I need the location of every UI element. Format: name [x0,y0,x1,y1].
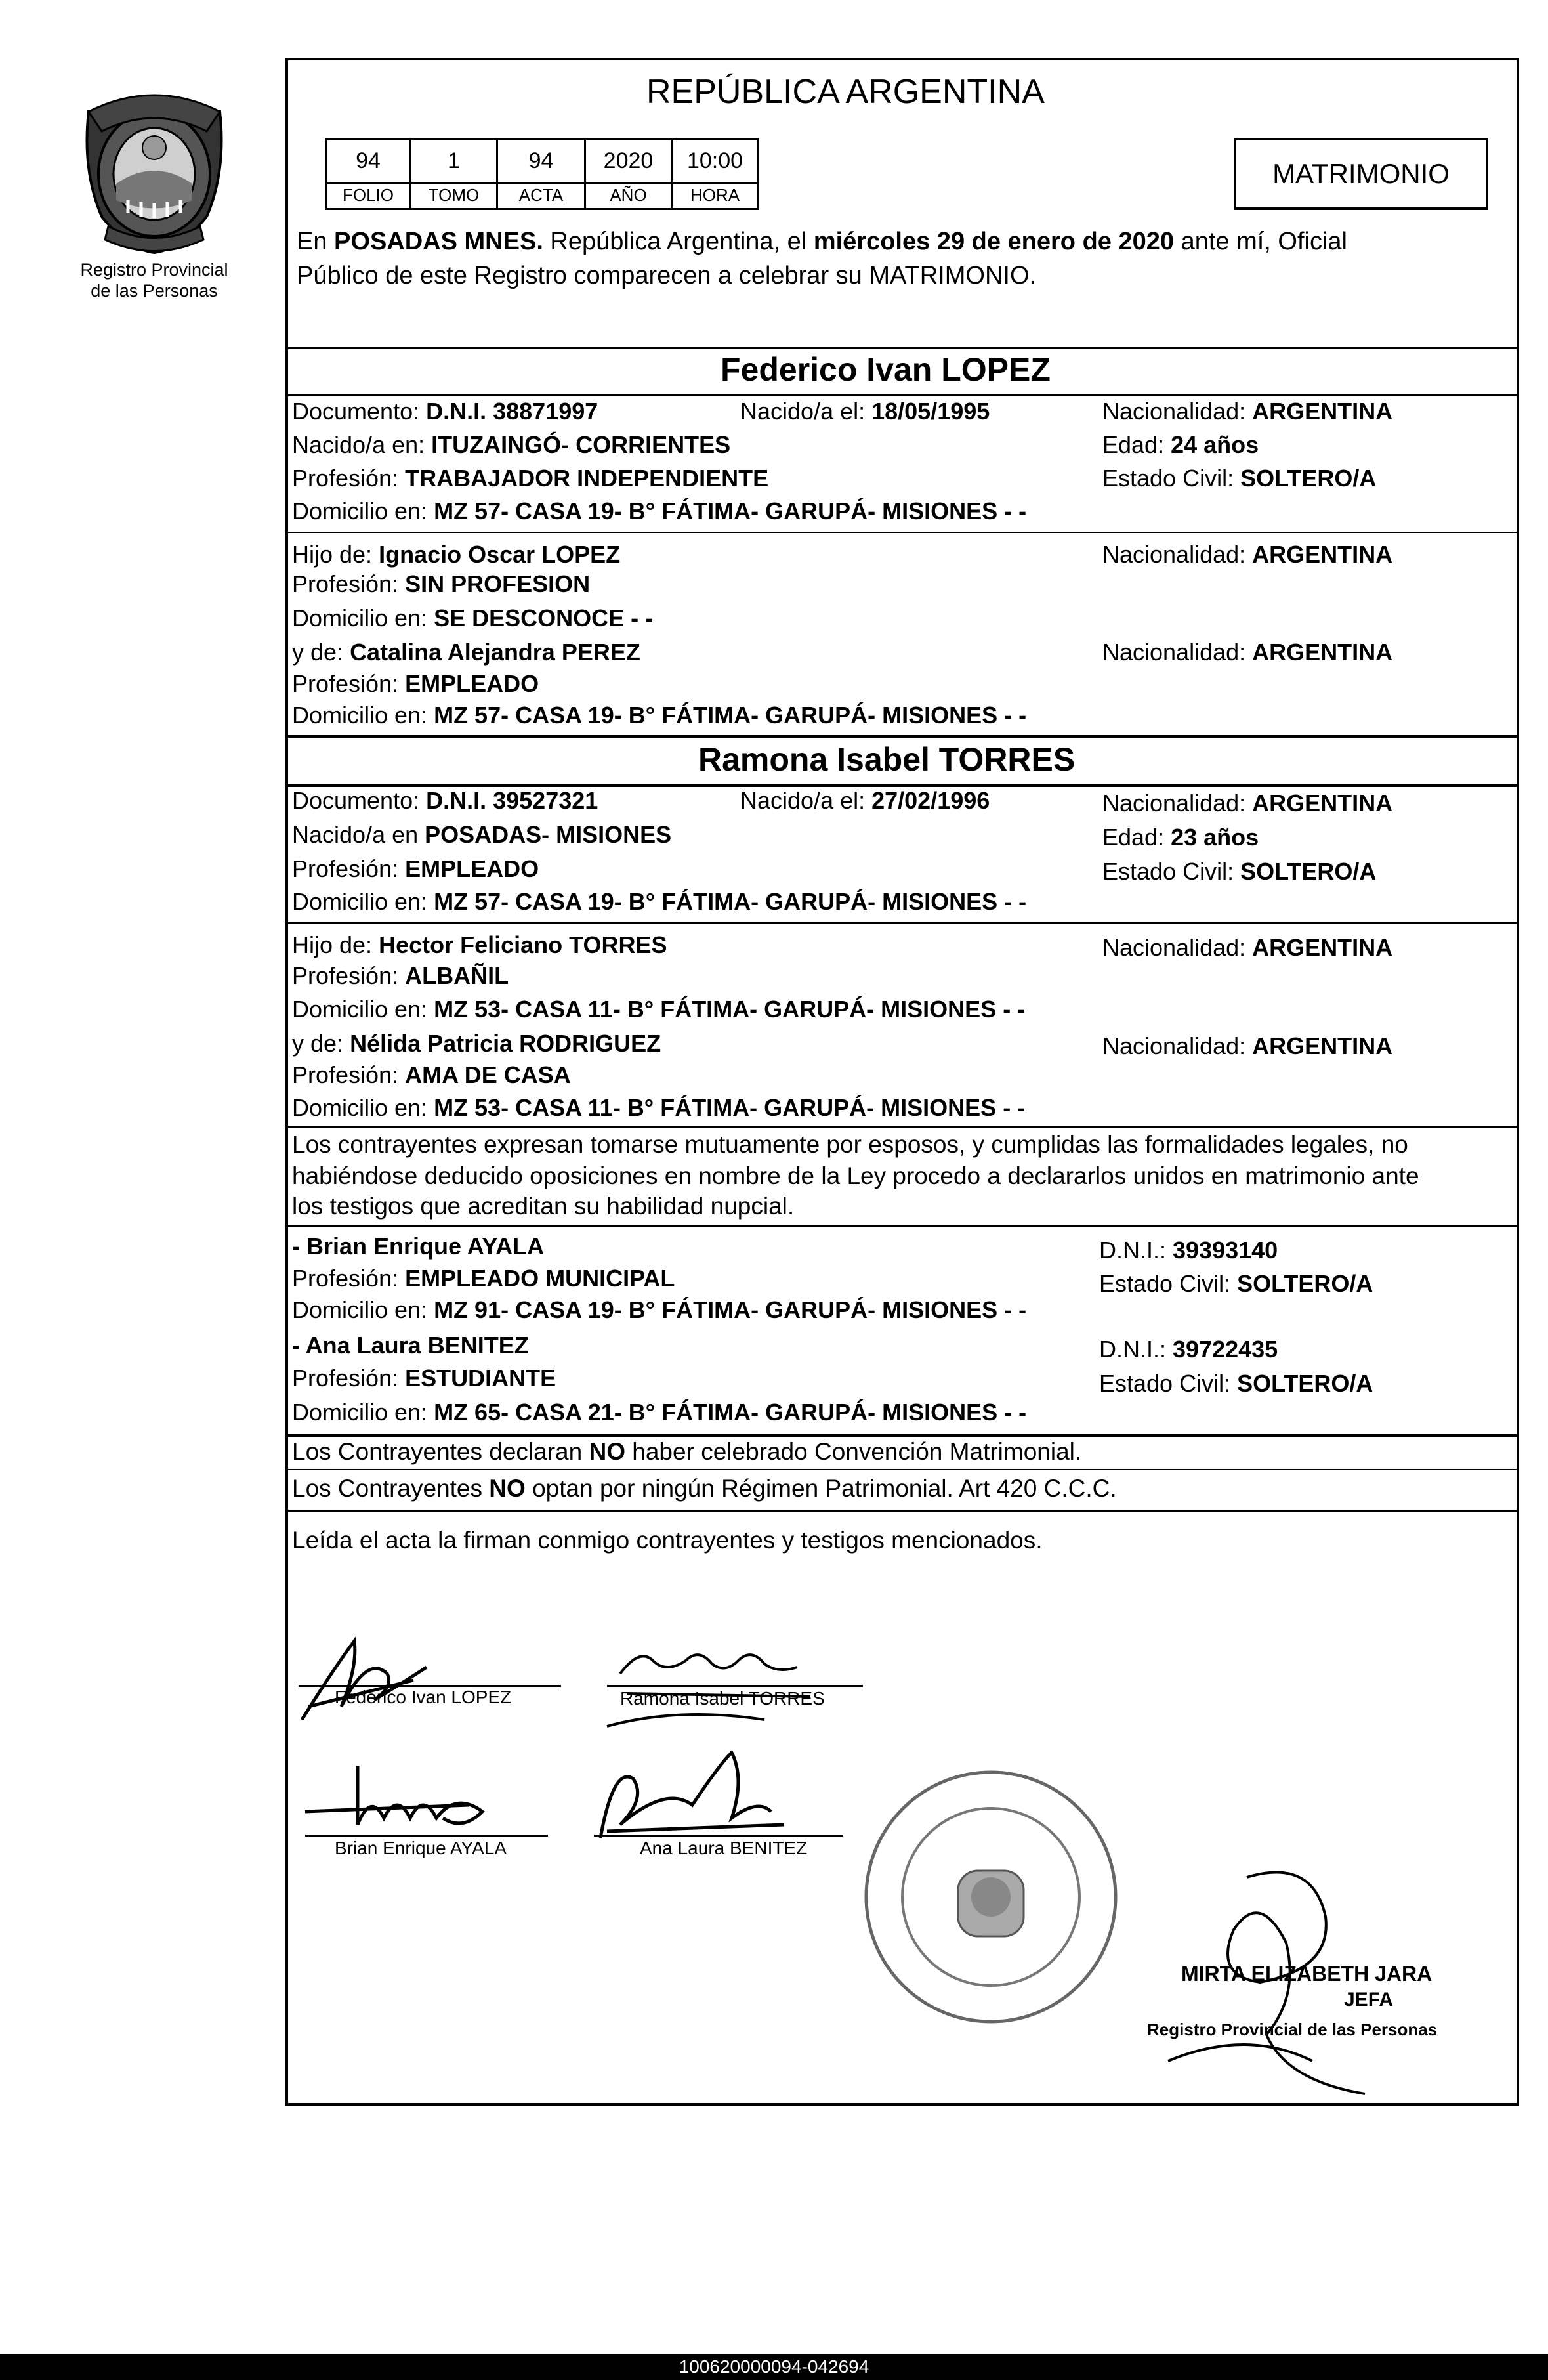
text: optan por ningún Régimen Patrimonial. Art 420 C.C.C. [525,1475,1117,1502]
spouse1-mother-profession [292,669,539,698]
acta-value: 94 [498,138,586,184]
witness1-name [292,1232,544,1261]
spouse1-mother [292,638,640,667]
value: SOLTERO/A [1237,1370,1373,1397]
label: Nacido/a en: [292,431,432,458]
signature-line [305,1835,548,1837]
value: SIN PROFESION [405,570,591,597]
spouse2-age-value: 23 años [1171,824,1259,851]
field-hora [673,138,759,210]
registry-name-line2: de las Personas [91,281,218,301]
value: SOLTERO/A [1237,1270,1373,1297]
document-type-box [1234,138,1488,210]
value: EMPLEADO [405,670,539,697]
value: ARGENTINA [1252,934,1393,961]
spouse2-born [740,786,990,815]
spouse1-nationality [1102,397,1392,426]
folio-label: FOLIO [325,184,411,210]
official-office: Registro Provincial de las Personas [1147,2020,1438,2039]
value: MZ 53- CASA 11- B° FÁTIMA- GARUPÁ- MISIONES - - [434,1094,1026,1121]
label: Nacionalidad: [1102,790,1253,817]
label: Profesión: [292,670,406,697]
value: ARGENTINA [1252,541,1393,568]
label: Domicilio en: [292,702,434,729]
declaration-line3: los testigos que acreditan su habilidad nupcial. [292,1193,795,1220]
value: ARGENTINA [1252,639,1393,666]
text: Los Contrayentes [292,1475,490,1502]
spouse2-birthdate: 27/02/1996 [871,787,990,814]
signature-label-ramona: Ramona Isabel TORRES [620,1688,825,1709]
value: 39393140 [1173,1237,1278,1264]
intro-place: POSADAS MNES. [334,228,543,255]
witness2-dni [1099,1335,1278,1364]
intro-line1 [297,227,1347,256]
spouse1-age [1102,431,1259,459]
label: Edad: [1102,824,1171,851]
value: - Ana Laura BENITEZ [292,1332,529,1359]
declaration-line2: habiéndose deducido oposiciones en nombre de la Ley procedo a declararlos unidos en matrimonio ante [292,1162,1419,1189]
spouse1-civil [1102,464,1376,493]
label: Estado Civil: [1102,858,1241,885]
hora-value: 10:00 [673,138,759,184]
value: MZ 65- CASA 21- B° FÁTIMA- GARUPÁ- MISIONES - - [434,1399,1027,1426]
spouse1-born [740,397,990,426]
registry-name [39,259,269,301]
spouse2-addr-value: MZ 57- CASA 19- B° FÁTIMA- GARUPÁ- MISIONES - - [434,888,1027,915]
label: Hijo de: [292,541,379,568]
spouse2-father-name: Hector Feliciano TORRES [379,931,667,958]
spouse2-address [292,887,1026,916]
spouse2-birthplace-value: POSADAS- MISIONES [425,821,672,848]
spouse1-prof-value: TRABAJADOR INDEPENDIENTE [405,465,769,492]
signature-brian [299,1753,495,1844]
registry-name-line1: Registro Provincial [80,260,228,280]
divider [285,1434,1519,1437]
spouse1-nat: ARGENTINA [1252,398,1393,425]
signature-federico [295,1628,466,1733]
spouse2-mother [292,1029,661,1058]
spouse1-mother-address [292,701,1026,730]
spouse2-name: Ramona Isabel TORRES [698,741,1076,778]
intro-line2: Público de este Registro comparecen a celebrar su MATRIMONIO. [297,262,1037,289]
label: Nacionalidad: [1102,398,1253,425]
field-folio [325,138,411,210]
witness1-dni [1099,1236,1278,1265]
value: MZ 57- CASA 19- B° FÁTIMA- GARUPÁ- MISIONES - - [434,702,1027,729]
spouse1-name: Federico Ivan LOPEZ [721,351,1051,388]
spouse1-birthplace [292,431,730,459]
spouse2-father-profession [292,962,509,990]
label: Nacionalidad: [1102,934,1253,961]
hora-label: HORA [673,184,759,210]
divider [285,1469,1519,1470]
spouse2-document [292,786,598,815]
anio-value: 2020 [586,138,673,184]
signature-label-federico: Federico Ivan LOPEZ [335,1687,512,1707]
document-type: MATRIMONIO [1272,158,1450,189]
spouse2-civil [1102,857,1376,886]
spouse1-father-address [292,604,653,633]
spouse1-age-value: 24 años [1171,431,1259,458]
footer-bar [0,2354,1548,2380]
label: Nacionalidad: [1102,1032,1253,1059]
spouse2-prof-value: EMPLEADO [405,855,539,882]
intro-text-3: ante mí, Oficial [1174,228,1347,255]
label: Profesión: [292,962,406,989]
acta-label: ACTA [498,184,586,210]
label: Nacionalidad: [1102,541,1253,568]
label: Estado Civil: [1102,465,1241,492]
spouse1-addr-value: MZ 57- CASA 19- B° FÁTIMA- GARUPÁ- MISIONES - - [434,498,1027,524]
label: Domicilio en: [292,1296,434,1323]
registry-logo [75,85,233,256]
text: haber celebrado Convención Matrimonial. [625,1438,1082,1465]
divider [285,1225,1519,1227]
spouse2-mother-profession [292,1061,571,1090]
divider [285,735,1519,738]
tomo-label: TOMO [411,184,498,210]
signature-label-ana: Ana Laura BENITEZ [640,1838,808,1858]
value: 39722435 [1173,1336,1278,1363]
spouse1-dni: D.N.I. 38871997 [426,398,598,425]
spouse1-address [292,497,1026,526]
spouse1-father [292,540,620,569]
label: Nacionalidad: [1102,639,1253,666]
witness2-profession [292,1364,556,1393]
spouse1-civil-value: SOLTERO/A [1240,465,1377,492]
spouse2-father-nationality [1102,933,1392,962]
provincial-seal-icon [75,85,233,256]
label: Domicilio en: [292,498,434,524]
label: Domicilio en: [292,1399,434,1426]
witness1-address [292,1296,1026,1325]
label: Profesión: [292,855,406,882]
spouse1-father-nationality [1102,540,1392,569]
label: Domicilio en: [292,605,434,631]
official-name: MIRTA ELIZABETH JARA [1181,1962,1433,1986]
anio-label: AÑO [586,184,673,210]
spouse2-age [1102,823,1259,852]
label: D.N.I.: [1099,1336,1173,1363]
official-stamp-icon [853,1759,1129,2035]
label: Nacido/a el: [740,787,872,814]
spouse1-mother-name: Catalina Alejandra PEREZ [350,639,640,666]
spouse2-mother-nationality [1102,1032,1392,1061]
text: NO [589,1438,625,1465]
intro-text-2: República Argentina, el [543,228,814,255]
spouse1-document [292,397,598,426]
spouse2-father-address [292,995,1025,1024]
convention-line2 [292,1474,1117,1503]
value: SE DESCONOCE - - [434,605,654,631]
label: Domicilio en: [292,1094,434,1121]
field-tomo [411,138,498,210]
value: MZ 53- CASA 11- B° FÁTIMA- GARUPÁ- MISIONES - - [434,996,1026,1023]
label: Estado Civil: [1099,1270,1238,1297]
divider [285,347,1519,349]
label: Nacido/a el: [740,398,872,425]
divider [285,922,1519,924]
spouse2-mother-name: Nélida Patricia RODRIGUEZ [350,1030,661,1057]
label: Hijo de: [292,931,379,958]
divider [285,1126,1519,1128]
label: y de: [292,639,350,666]
label: Profesión: [292,465,406,492]
label: Domicilio en: [292,888,434,915]
spouse2-mother-address [292,1094,1025,1122]
intro-text-1: En [297,228,335,255]
label: Profesión: [292,1365,406,1392]
signature-line [607,1685,863,1687]
spouse2-nat: ARGENTINA [1252,790,1393,817]
declaration-line1: Los contrayentes expresan tomarse mutuamente por esposos, y cumplidas las formalidades legales, no [292,1131,1408,1158]
convention-line1 [292,1437,1081,1466]
label: Edad: [1102,431,1171,458]
value: - Brian Enrique AYALA [292,1233,545,1260]
footer-code: 100620000094-042694 [679,2356,869,2377]
signature-line [594,1835,843,1837]
spouse1-profession [292,464,768,493]
label: D.N.I.: [1099,1237,1173,1264]
intro-date: miércoles 29 de enero de 2020 [813,228,1175,255]
label: Documento: [292,787,427,814]
spouse1-birthplace-value: ITUZAINGÓ- CORRIENTES [431,431,731,458]
witness2-name [292,1331,529,1360]
tomo-value: 1 [411,138,498,184]
field-acta [498,138,586,210]
value: ALBAÑIL [405,962,509,989]
spouse2-dni: D.N.I. 39527321 [426,787,598,814]
label: Domicilio en: [292,996,434,1023]
text: NO [489,1475,526,1502]
text: Los Contrayentes declaran [292,1438,589,1465]
witness1-civil [1099,1269,1373,1298]
spouse2-father [292,931,667,960]
label: Documento: [292,398,427,425]
divider [285,532,1519,533]
value: ARGENTINA [1252,1032,1393,1059]
spouse2-nationality [1102,789,1392,818]
value: MZ 91- CASA 19- B° FÁTIMA- GARUPÁ- MISIONES - - [434,1296,1027,1323]
signature-label-brian: Brian Enrique AYALA [335,1838,507,1858]
value: ESTUDIANTE [405,1365,556,1392]
divider [285,394,1519,396]
value: AMA DE CASA [405,1061,571,1088]
label: y de: [292,1030,350,1057]
spouse1-mother-nationality [1102,638,1392,667]
value: EMPLEADO MUNICIPAL [405,1265,675,1292]
label: Estado Civil: [1099,1370,1238,1397]
spouse2-birthplace [292,820,671,849]
witness2-civil [1099,1369,1373,1398]
label: Nacido/a en [292,821,425,848]
label: Profesión: [292,570,406,597]
divider [285,1510,1519,1512]
spouse1-birthdate: 18/05/1995 [871,398,990,425]
spouse2-civil-value: SOLTERO/A [1240,858,1377,885]
label: Profesión: [292,1265,406,1292]
witness2-address [292,1398,1026,1427]
folio-value: 94 [325,138,411,184]
label: Profesión: [292,1061,406,1088]
header-fields [325,138,759,210]
spouse2-profession [292,855,539,883]
closing-text: Leída el acta la firman conmigo contrayentes y testigos mencionados. [292,1527,1043,1554]
witness1-profession [292,1264,675,1293]
spouse1-father-profession [292,570,590,599]
official-title: JEFA [1344,1989,1394,2010]
spouse1-father-name: Ignacio Oscar LOPEZ [379,541,621,568]
field-anio [586,138,673,210]
country-title: REPÚBLICA ARGENTINA [646,73,1045,111]
